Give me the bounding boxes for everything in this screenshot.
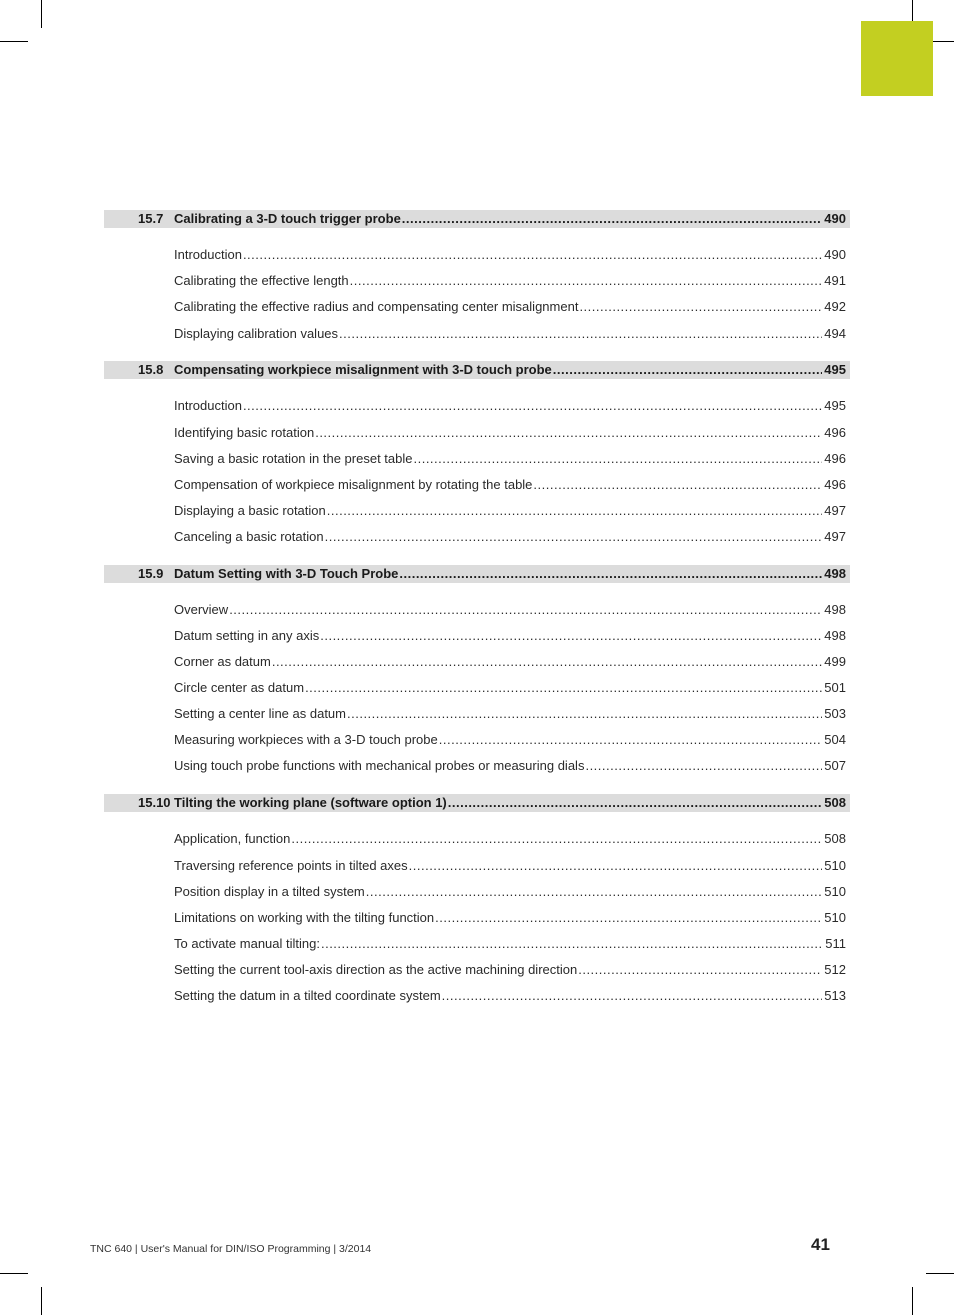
section-title: Tilting the working plane (software option 1) [174, 795, 447, 810]
toc-section-heading[interactable] [104, 361, 850, 379]
toc-entry[interactable] [174, 910, 846, 928]
toc-entry[interactable] [174, 654, 846, 672]
section-page: 495 [824, 362, 846, 377]
entry-title: Identifying basic rotation [174, 425, 315, 440]
section-title: Calibrating a 3-D touch trigger probe [174, 211, 401, 226]
crop-mark [912, 1287, 913, 1315]
entry-page: 504 [824, 732, 846, 747]
entry-page: 510 [824, 884, 846, 899]
dot-leader [320, 628, 822, 643]
entry-page: 512 [824, 962, 846, 977]
entry-title: Corner as datum [174, 654, 271, 669]
dot-leader [327, 503, 823, 518]
dot-leader [229, 602, 822, 617]
toc-entry[interactable] [174, 299, 846, 317]
crop-mark [0, 41, 28, 42]
dot-leader [347, 706, 822, 721]
dot-leader [409, 858, 823, 873]
toc-entry[interactable] [174, 988, 846, 1006]
dot-leader [585, 758, 822, 773]
dot-leader [366, 884, 823, 899]
entry-title: Introduction [174, 247, 242, 262]
page-number: 41 [811, 1235, 830, 1254]
entry-title: Introduction [174, 398, 242, 413]
toc-section-heading[interactable] [104, 794, 850, 812]
toc-entry[interactable] [174, 758, 846, 776]
toc-entry[interactable] [174, 503, 846, 521]
toc-entry[interactable] [174, 628, 846, 646]
entry-title: Using touch probe functions with mechanical probes or measuring dials [174, 758, 585, 773]
toc-entry[interactable] [174, 247, 846, 265]
entry-page: 510 [824, 910, 846, 925]
toc-entry[interactable] [174, 884, 846, 902]
entry-title: Calibrating the effective radius and compensating center misalignment [174, 299, 579, 314]
toc-entry[interactable] [174, 936, 846, 954]
entry-page: 498 [824, 628, 846, 643]
section-number: 15.10 [138, 795, 171, 810]
entry-title: Position display in a tilted system [174, 884, 365, 899]
entry-page: 496 [824, 425, 846, 440]
dot-leader [553, 362, 823, 377]
entry-page: 496 [824, 451, 846, 466]
entry-title: Saving a basic rotation in the preset table [174, 451, 413, 466]
dot-leader [435, 910, 822, 925]
dot-leader [243, 247, 822, 262]
section-title: Compensating workpiece misalignment with 3-D touch probe [174, 362, 552, 377]
dot-leader [272, 654, 822, 669]
dot-leader [413, 451, 822, 466]
entry-page: 494 [824, 326, 846, 341]
entry-page: 511 [825, 936, 846, 951]
section-title: Datum Setting with 3-D Touch Probe [174, 566, 399, 581]
entry-title: To activate manual tilting: [174, 936, 320, 951]
section-page: 498 [824, 566, 846, 581]
dot-leader [305, 680, 822, 695]
toc-entry[interactable] [174, 602, 846, 620]
toc-entry[interactable] [174, 529, 846, 547]
section-number: 15.9 [138, 566, 164, 581]
entry-page: 490 [824, 247, 846, 262]
toc-entry[interactable] [174, 680, 846, 698]
crop-mark [926, 1273, 954, 1274]
dot-leader [399, 566, 822, 581]
entry-page: 496 [824, 477, 846, 492]
toc-entry[interactable] [174, 398, 846, 416]
chapter-tab-marker [861, 21, 933, 96]
entry-title: Setting the datum in a tilted coordinate system [174, 988, 441, 1003]
entry-title: Setting a center line as datum [174, 706, 346, 721]
section-page: 508 [824, 795, 846, 810]
dot-leader [533, 477, 822, 492]
entry-title: Displaying calibration values [174, 326, 339, 341]
toc-entry[interactable] [174, 962, 846, 980]
entry-title: Compensation of workpiece misalignment by rotating the table [174, 477, 533, 492]
dot-leader [339, 326, 822, 341]
entry-page: 503 [824, 706, 846, 721]
dot-leader [350, 273, 823, 288]
entry-title: Setting the current tool-axis direction as the active machining direction [174, 962, 578, 977]
entry-page: 513 [824, 988, 846, 1003]
dot-leader [321, 936, 823, 951]
entry-title: Application, function [174, 831, 291, 846]
dot-leader [315, 425, 822, 440]
entry-title: Measuring workpieces with a 3-D touch probe [174, 732, 438, 747]
entry-page: 497 [824, 529, 846, 544]
toc-entry[interactable] [174, 858, 846, 876]
footer-document-info: TNC 640 | User's Manual for DIN/ISO Programming | 3/2014 [90, 1243, 372, 1255]
entry-page: 498 [824, 602, 846, 617]
toc-section-heading[interactable] [104, 210, 850, 228]
entry-page: 497 [824, 503, 846, 518]
entry-title: Traversing reference points in tilted axes [174, 858, 408, 873]
dot-leader [402, 211, 823, 226]
entry-title: Canceling a basic rotation [174, 529, 324, 544]
entry-title: Calibrating the effective length [174, 273, 349, 288]
entry-title: Limitations on working with the tilting function [174, 910, 435, 925]
toc-entry[interactable] [174, 326, 846, 344]
entry-title: Datum setting in any axis [174, 628, 320, 643]
section-number: 15.7 [138, 211, 164, 226]
toc-entry[interactable] [174, 273, 846, 291]
toc-entry[interactable] [174, 425, 846, 443]
section-number: 15.8 [138, 362, 164, 377]
dot-leader [291, 831, 822, 846]
section-page: 490 [824, 211, 846, 226]
entry-title: Circle center as datum [174, 680, 305, 695]
dot-leader [578, 962, 822, 977]
toc-entry[interactable] [174, 831, 846, 849]
entry-page: 495 [824, 398, 846, 413]
entry-page: 492 [824, 299, 846, 314]
toc-section-heading[interactable] [104, 565, 850, 583]
entry-page: 507 [824, 758, 846, 773]
toc-entry[interactable] [174, 732, 846, 750]
entry-page: 499 [824, 654, 846, 669]
entry-title: Overview [174, 602, 229, 617]
toc-entry[interactable] [174, 451, 846, 469]
toc-entry[interactable] [174, 477, 846, 495]
dot-leader [442, 988, 823, 1003]
crop-mark [41, 0, 42, 28]
entry-page: 501 [824, 680, 846, 695]
entry-page: 510 [824, 858, 846, 873]
dot-leader [325, 529, 823, 544]
entry-page: 491 [824, 273, 846, 288]
entry-title: Displaying a basic rotation [174, 503, 326, 518]
dot-leader [448, 795, 823, 810]
toc-entry[interactable] [174, 706, 846, 724]
crop-mark [0, 1273, 28, 1274]
crop-mark [41, 1287, 42, 1315]
dot-leader [439, 732, 823, 747]
entry-page: 508 [824, 831, 846, 846]
dot-leader [243, 398, 822, 413]
dot-leader [579, 299, 822, 314]
